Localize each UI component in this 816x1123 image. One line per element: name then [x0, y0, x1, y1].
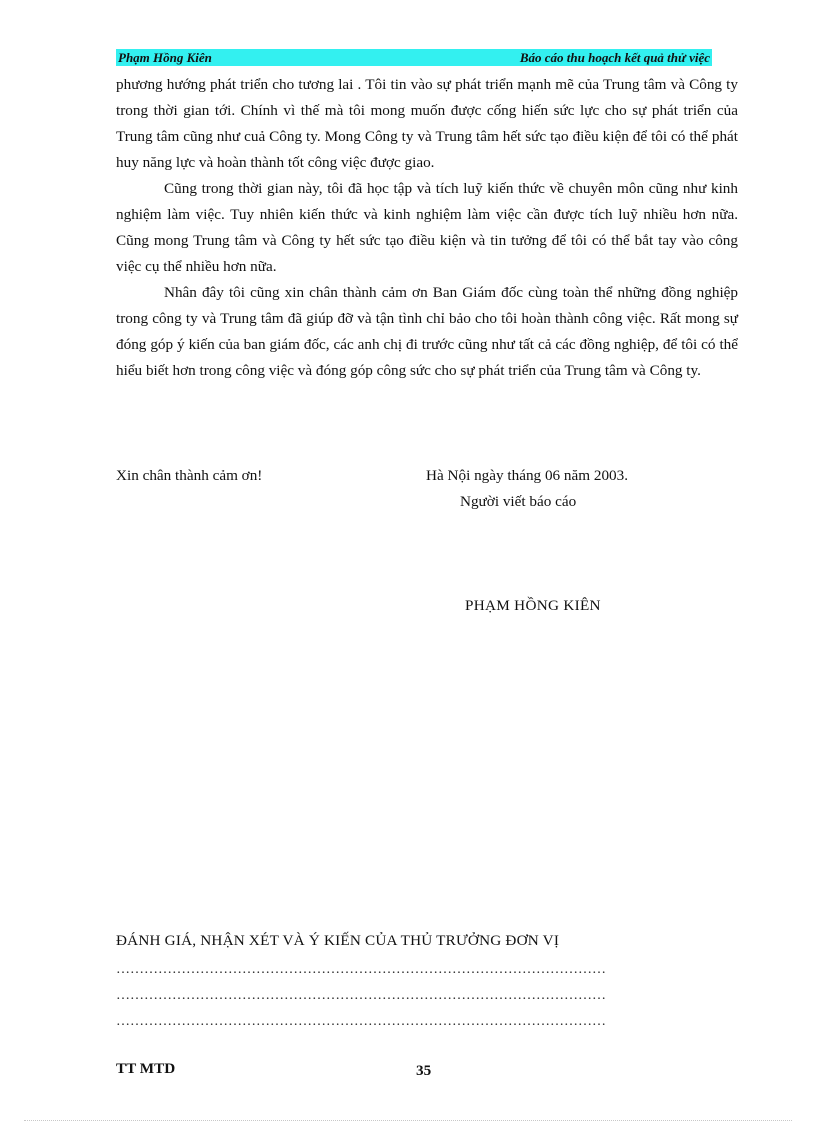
body-text	[116, 72, 738, 384]
header-report-title: Báo cáo thu hoạch kết quả thử việc	[519, 50, 710, 65]
closing-role: Người viết báo cáo	[460, 493, 577, 510]
evaluation-line-3: ……………………………………………………………………………………………	[116, 1014, 606, 1029]
closing-thanks: Xin chân thành cảm ơn!	[116, 467, 263, 484]
evaluation-title: ĐÁNH GIÁ, NHẬN XÉT VÀ Ý KIẾN CỦA THỦ TRƯỞNG ĐƠN VỊ	[116, 932, 560, 949]
header-author: Phạm Hồng Kiên	[118, 50, 212, 65]
paragraph-3: Nhân đây tôi cũng xin chân thành cảm ơn Ban Giám đốc cùng toàn thể những đồng nghiệp trong công ty và Trung tâm đã giúp đỡ và tận tình chỉ bảo cho tôi hoàn thành công việc. Rất mong sự đóng góp ý kiến của ban giám đốc, các anh chị đi trước cũng như tất cả các đồng nghiệp, để tôi có thể hiểu biết hơn trong công việc và đóng góp công sức cho sự phát triển của Trung tâm và Công ty.	[116, 284, 738, 379]
paragraph-2: Cũng trong thời gian này, tôi đã học tập và tích luỹ kiến thức về chuyên môn cũng như kinh nghiệm làm việc. Tuy nhiên kiến thức và kinh nghiệm làm việc cần được tích luỹ nhiều hơn nữa. Cũng mong Trung tâm và Công ty hết sức tạo điều kiện và tin tưởng để tôi có thể bắt tay vào công việc cụ thể nhiều hơn nữa.	[116, 180, 738, 275]
evaluation-line-2: ……………………………………………………………………………………………	[116, 988, 606, 1003]
closing-date: Hà Nội ngày tháng 06 năm 2003.	[426, 467, 629, 484]
evaluation-line-1: ……………………………………………………………………………………………	[116, 962, 606, 977]
page-number: 35	[416, 1062, 432, 1079]
signer-name: PHẠM HỒNG KIÊN	[465, 597, 601, 614]
page-bottom-rule	[24, 1120, 792, 1121]
paragraph-1: phương hướng phát triển cho tương lai . Tôi tin vào sự phát triển mạnh mẽ của Trung tâm và Công ty trong thời gian tới. Chính vì thế mà tôi mong muốn được cống hiến sức lực cho sự phát triển của Trung tâm cũng như cuả Công ty. Mong Công ty và Trung tâm hết sức tạo điều kiện để tôi có thể phát huy năng lực và hoàn thành tốt công việc được giao.	[116, 76, 738, 171]
footer-organization: TT MTD	[116, 1060, 176, 1077]
